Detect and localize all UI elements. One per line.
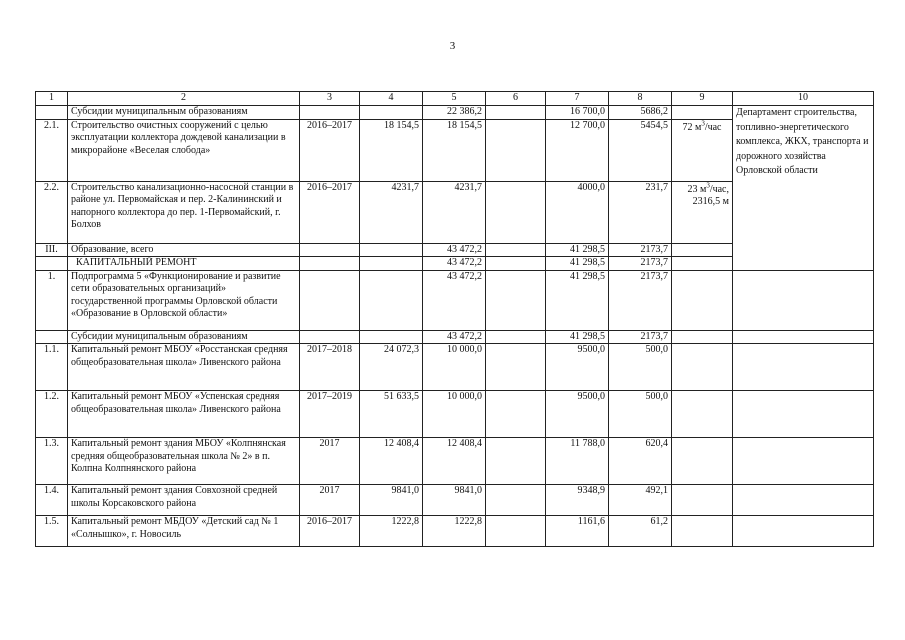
cell-capacity bbox=[672, 106, 733, 120]
cell-number: 1.1. bbox=[36, 344, 68, 391]
cell-financing: 22 386,2 bbox=[423, 106, 486, 120]
page-number: 3 bbox=[449, 40, 456, 52]
cell-col6 bbox=[486, 391, 546, 438]
cell-federal: 41 298,5 bbox=[546, 270, 609, 330]
column-header: 10 bbox=[733, 92, 874, 106]
cell-total-cost: 4231,7 bbox=[360, 181, 423, 243]
capacity-unit: /час bbox=[704, 121, 722, 133]
cell-regional: 5686,2 bbox=[609, 106, 672, 120]
capacity-sup: 3 bbox=[701, 119, 705, 128]
cell-name: Образование, всего bbox=[68, 243, 300, 257]
cell-col6 bbox=[486, 516, 546, 547]
column-header: 4 bbox=[360, 92, 423, 106]
cell-name: Подпрограмма 5 «Функционирование и развитие сети образовательных организаций» государственной программы Орловской области «Образование в Орловской области» bbox=[68, 270, 300, 330]
cell-regional: 5454,5 bbox=[609, 119, 672, 181]
cell-number bbox=[36, 330, 68, 344]
cell-regional: 492,1 bbox=[609, 485, 672, 516]
cell-period: 2016–2017 bbox=[300, 119, 360, 181]
column-header: 6 bbox=[486, 92, 546, 106]
cell-number: 2.2. bbox=[36, 181, 68, 243]
cell-name: Капитальный ремонт здания Совхозной средней школы Корсаковского района bbox=[68, 485, 300, 516]
cell-capacity bbox=[672, 391, 733, 438]
cell-capacity bbox=[672, 485, 733, 516]
cell-capacity bbox=[672, 330, 733, 344]
cell-executor: Департамент строительства, топливно-энергетического комплекса, ЖКХ, транспорта и дорожного хозяйства Орловской области bbox=[733, 106, 874, 271]
cell-total-cost bbox=[360, 106, 423, 120]
cell-period: 2017–2019 bbox=[300, 391, 360, 438]
cell-regional: 61,2 bbox=[609, 516, 672, 547]
cell-period: 2017–2018 bbox=[300, 344, 360, 391]
capacity-value: 72 м bbox=[682, 121, 702, 133]
cell-total-cost: 9841,0 bbox=[360, 485, 423, 516]
cell-regional: 620,4 bbox=[609, 438, 672, 485]
cell-col6 bbox=[486, 257, 546, 271]
cell-total-cost: 18 154,5 bbox=[360, 119, 423, 181]
cell-executor-empty bbox=[733, 391, 874, 438]
cell-federal: 9348,9 bbox=[546, 485, 609, 516]
cell-name: Капитальный ремонт здания МБОУ «Колпнянская средняя общеобразовательная школа № 2» в п. Колпна Колпнянского района bbox=[68, 438, 300, 485]
cell-federal: 41 298,5 bbox=[546, 257, 609, 271]
cell-capacity bbox=[672, 181, 733, 243]
cell-col6 bbox=[486, 243, 546, 257]
cell-period bbox=[300, 330, 360, 344]
cell-number bbox=[36, 106, 68, 120]
cell-executor-empty bbox=[733, 516, 874, 547]
cell-financing: 4231,7 bbox=[423, 181, 486, 243]
cell-period: 2017 bbox=[300, 438, 360, 485]
cell-period bbox=[300, 106, 360, 120]
cell-col6 bbox=[486, 344, 546, 391]
cell-regional: 2173,7 bbox=[609, 270, 672, 330]
cell-capacity bbox=[672, 119, 733, 181]
column-header: 5 bbox=[423, 92, 486, 106]
column-header: 3 bbox=[300, 92, 360, 106]
cell-financing: 18 154,5 bbox=[423, 119, 486, 181]
cell-executor-empty bbox=[733, 270, 874, 330]
cell-total-cost: 12 408,4 bbox=[360, 438, 423, 485]
cell-number: 1.3. bbox=[36, 438, 68, 485]
cell-period bbox=[300, 257, 360, 271]
cell-number: III. bbox=[36, 243, 68, 257]
cell-financing: 43 472,2 bbox=[423, 257, 486, 271]
column-header: 2 bbox=[68, 92, 300, 106]
cell-total-cost bbox=[360, 257, 423, 271]
table-row bbox=[36, 516, 874, 547]
cell-regional: 2173,7 bbox=[609, 243, 672, 257]
cell-federal: 16 700,0 bbox=[546, 106, 609, 120]
cell-name: Капитальный ремонт МБОУ «Росстанская средняя общеобразовательная школа» Ливенского района bbox=[68, 344, 300, 391]
cell-number: 1.5. bbox=[36, 516, 68, 547]
cell-total-cost: 1222,8 bbox=[360, 516, 423, 547]
cell-capacity bbox=[672, 438, 733, 485]
cell-name: Субсидии муниципальным образованиям bbox=[68, 106, 300, 120]
capacity-unit: /час, bbox=[709, 183, 729, 195]
table-row bbox=[36, 391, 874, 438]
table-row bbox=[36, 106, 874, 120]
cell-col6 bbox=[486, 485, 546, 516]
column-header: 7 bbox=[546, 92, 609, 106]
cell-capacity bbox=[672, 270, 733, 330]
cell-regional: 500,0 bbox=[609, 391, 672, 438]
cell-financing: 10 000,0 bbox=[423, 344, 486, 391]
column-header: 8 bbox=[609, 92, 672, 106]
cell-financing: 43 472,2 bbox=[423, 243, 486, 257]
cell-federal: 11 788,0 bbox=[546, 438, 609, 485]
table-row bbox=[36, 438, 874, 485]
cell-col6 bbox=[486, 119, 546, 181]
cell-period: 2016–2017 bbox=[300, 516, 360, 547]
cell-federal: 9500,0 bbox=[546, 391, 609, 438]
cell-federal: 41 298,5 bbox=[546, 330, 609, 344]
cell-regional: 2173,7 bbox=[609, 330, 672, 344]
cell-total-cost bbox=[360, 330, 423, 344]
cell-financing: 12 408,4 bbox=[423, 438, 486, 485]
cell-executor-empty bbox=[733, 344, 874, 391]
cell-executor-empty bbox=[733, 330, 874, 344]
cell-regional: 231,7 bbox=[609, 181, 672, 243]
cell-federal: 12 700,0 bbox=[546, 119, 609, 181]
cell-period bbox=[300, 270, 360, 330]
cell-executor-empty bbox=[733, 438, 874, 485]
cell-number: 1.2. bbox=[36, 391, 68, 438]
cell-col6 bbox=[486, 330, 546, 344]
capacity-sup: 3 bbox=[706, 181, 710, 190]
cell-col6 bbox=[486, 106, 546, 120]
cell-number bbox=[36, 257, 68, 271]
cell-total-cost: 24 072,3 bbox=[360, 344, 423, 391]
cell-name: Капитальный ремонт МБОУ «Успенская средняя общеобразовательная школа» Ливенского района bbox=[68, 391, 300, 438]
cell-financing: 43 472,2 bbox=[423, 270, 486, 330]
cell-regional: 500,0 bbox=[609, 344, 672, 391]
cell-total-cost bbox=[360, 243, 423, 257]
cell-regional: 2173,7 bbox=[609, 257, 672, 271]
cell-name: Строительство очистных сооружений с целью эксплуатации коллектора дождевой канализации в микрорайоне «Веселая слобода» bbox=[68, 119, 300, 181]
cell-name: КАПИТАЛЬНЫЙ РЕМОНТ bbox=[68, 257, 300, 271]
cell-number: 1.4. bbox=[36, 485, 68, 516]
cell-period: 2016–2017 bbox=[300, 181, 360, 243]
table-row bbox=[36, 344, 874, 391]
cell-period bbox=[300, 243, 360, 257]
cell-financing: 43 472,2 bbox=[423, 330, 486, 344]
cell-name: Субсидии муниципальным образованиям bbox=[68, 330, 300, 344]
cell-federal: 4000,0 bbox=[546, 181, 609, 243]
column-header: 9 bbox=[672, 92, 733, 106]
table-header bbox=[36, 92, 874, 106]
cell-total-cost bbox=[360, 270, 423, 330]
cell-period: 2017 bbox=[300, 485, 360, 516]
capacity-length: 2316,5 м bbox=[692, 196, 729, 207]
cell-name: Капитальный ремонт МБДОУ «Детский сад № 1 «Солнышко», г. Новосиль bbox=[68, 516, 300, 547]
cell-total-cost: 51 633,5 bbox=[360, 391, 423, 438]
cell-name: Строительство канализационно-насосной станции в районе ул. Первомайская и пер. 2-Калининский и напорного коллектора до пер. 1-Первомайский, г. Болхов bbox=[68, 181, 300, 243]
cell-capacity bbox=[672, 516, 733, 547]
cell-federal: 41 298,5 bbox=[546, 243, 609, 257]
cell-col6 bbox=[486, 270, 546, 330]
cell-federal: 1161,6 bbox=[546, 516, 609, 547]
capacity-value: 23 м bbox=[687, 183, 707, 195]
cell-financing: 9841,0 bbox=[423, 485, 486, 516]
table-row bbox=[36, 270, 874, 330]
cell-number: 1. bbox=[36, 270, 68, 330]
cell-executor-empty bbox=[733, 485, 874, 516]
column-header: 1 bbox=[36, 92, 68, 106]
cell-financing: 1222,8 bbox=[423, 516, 486, 547]
cell-capacity bbox=[672, 243, 733, 257]
cell-capacity bbox=[672, 344, 733, 391]
cell-col6 bbox=[486, 181, 546, 243]
program-table bbox=[35, 91, 874, 547]
cell-capacity bbox=[672, 257, 733, 271]
cell-number: 2.1. bbox=[36, 119, 68, 181]
cell-financing: 10 000,0 bbox=[423, 391, 486, 438]
table-row bbox=[36, 330, 874, 344]
table-row bbox=[36, 485, 874, 516]
cell-federal: 9500,0 bbox=[546, 344, 609, 391]
cell-col6 bbox=[486, 438, 546, 485]
